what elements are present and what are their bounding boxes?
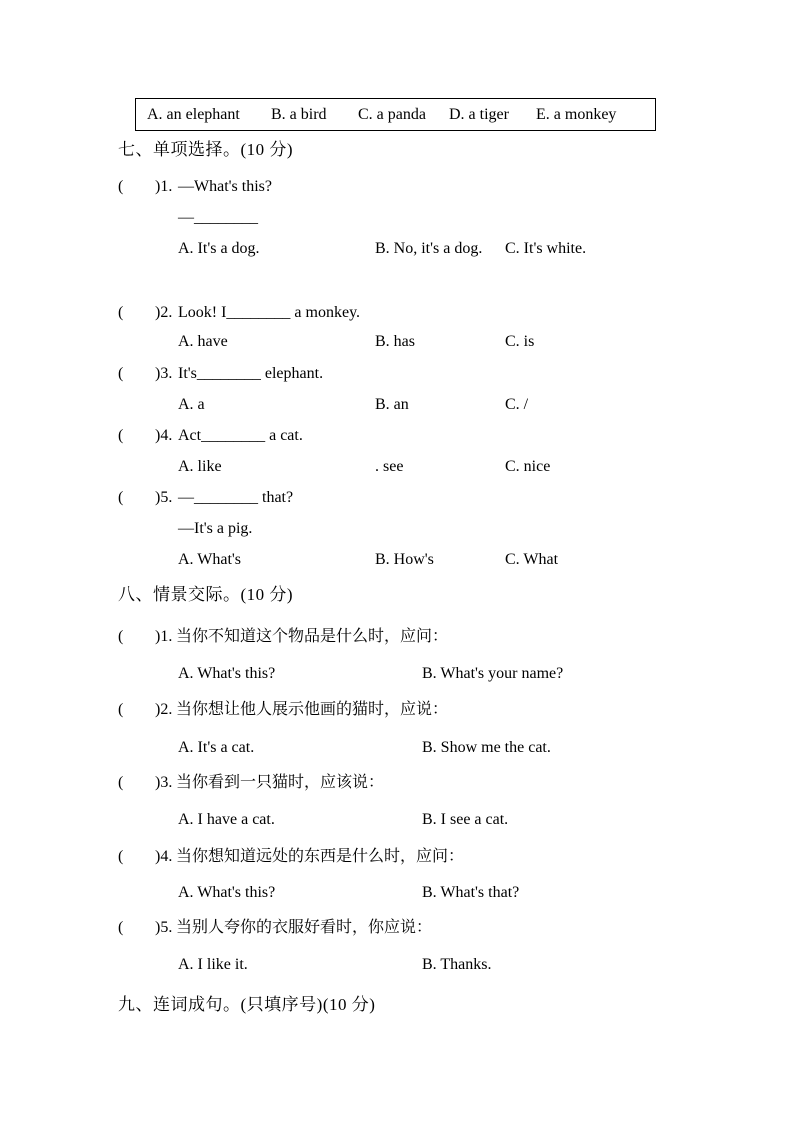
question-number: )5. bbox=[155, 919, 173, 936]
option-a: A. It's a dog. bbox=[178, 240, 260, 257]
word-bank-item: B. a bird bbox=[271, 105, 327, 123]
option-b: . see bbox=[375, 458, 404, 475]
option-a: A. I like it. bbox=[178, 956, 248, 973]
word-bank-item: A. an elephant bbox=[147, 105, 240, 123]
options-row bbox=[0, 882, 793, 904]
option-a: A. What's this? bbox=[178, 884, 276, 901]
option-b: B. What's that? bbox=[422, 884, 520, 901]
question-row bbox=[0, 425, 793, 447]
section-eight-title: 八、情景交际。(10 分) bbox=[118, 585, 294, 604]
reply-row bbox=[0, 207, 793, 229]
options-row bbox=[0, 238, 793, 260]
section-nine-title: 九、连词成句。(只填序号)(10 分) bbox=[118, 995, 376, 1014]
question-stem: —What's this? bbox=[178, 178, 272, 195]
option-b: B. an bbox=[375, 396, 409, 413]
answer-paren: ( bbox=[118, 919, 124, 936]
question-stem: It's________ elephant. bbox=[178, 365, 324, 382]
question-stem: Look! I________ a monkey. bbox=[178, 304, 361, 321]
options-row bbox=[0, 456, 793, 478]
option-c: C. is bbox=[505, 333, 535, 350]
option-b: B. has bbox=[375, 333, 415, 350]
answer-paren: ( bbox=[118, 774, 124, 791]
question-number: )5. bbox=[155, 489, 173, 506]
question-row bbox=[0, 363, 793, 385]
option-b: B. No, it's a dog. bbox=[375, 240, 483, 257]
question-stem: 当你不知道这个物品是什么时，应问： bbox=[176, 628, 449, 645]
question-number: )2. bbox=[155, 304, 173, 321]
answer-paren: ( bbox=[118, 848, 124, 865]
options-row bbox=[0, 809, 793, 831]
section-seven-title-row bbox=[0, 139, 793, 161]
question-row bbox=[0, 699, 793, 721]
question-stem: Act________ a cat. bbox=[178, 427, 303, 444]
option-a: A. I have a cat. bbox=[178, 811, 275, 828]
answer-paren: ( bbox=[118, 365, 124, 382]
question-stem: 当你想知道远处的东西是什么时，应问： bbox=[176, 848, 465, 865]
options-row bbox=[0, 394, 793, 416]
question-number: )2. bbox=[155, 701, 173, 718]
question-stem: 当你看到一只猫时，应该说： bbox=[176, 774, 385, 791]
question-number: )3. bbox=[155, 365, 173, 382]
option-b: B. How's bbox=[375, 551, 434, 568]
option-c: C. / bbox=[505, 396, 529, 413]
section-eight-title-row bbox=[0, 584, 793, 606]
word-bank-item: D. a tiger bbox=[449, 105, 509, 123]
answer-paren: ( bbox=[118, 489, 124, 506]
answer-paren: ( bbox=[118, 628, 124, 645]
option-a: A. a bbox=[178, 396, 205, 413]
question-row bbox=[0, 626, 793, 648]
word-bank-item: C. a panda bbox=[358, 105, 426, 123]
question-stem: 当你想让他人展示他画的猫时，应说： bbox=[176, 701, 449, 718]
section-nine-title-row bbox=[0, 994, 793, 1016]
question-row bbox=[0, 772, 793, 794]
question-number: )4. bbox=[155, 848, 173, 865]
options-row bbox=[0, 331, 793, 353]
answer-paren: ( bbox=[118, 178, 124, 195]
question-number: )3. bbox=[155, 774, 173, 791]
option-a: A. What's bbox=[178, 551, 242, 568]
options-row bbox=[0, 954, 793, 976]
options-row bbox=[0, 549, 793, 571]
option-a: A. like bbox=[178, 458, 222, 475]
option-c: C. It's white. bbox=[505, 240, 587, 257]
question-row bbox=[0, 487, 793, 509]
answer-paren: ( bbox=[118, 304, 124, 321]
answer-paren: ( bbox=[118, 701, 124, 718]
question-number: )4. bbox=[155, 427, 173, 444]
reply-row bbox=[0, 518, 793, 540]
reply-blank-line: —________ bbox=[178, 209, 258, 226]
question-number: )1. bbox=[155, 178, 173, 195]
option-b: B. Show me the cat. bbox=[422, 739, 551, 756]
question-number: )1. bbox=[155, 628, 173, 645]
word-bank-box bbox=[135, 98, 656, 131]
options-row bbox=[0, 737, 793, 759]
option-b: B. I see a cat. bbox=[422, 811, 509, 828]
option-c: C. What bbox=[505, 551, 559, 568]
option-a: A. have bbox=[178, 333, 228, 350]
option-a: A. What's this? bbox=[178, 665, 276, 682]
options-row bbox=[0, 663, 793, 685]
option-b: B. Thanks. bbox=[422, 956, 492, 973]
section-seven-title: 七、单项选择。(10 分) bbox=[118, 140, 294, 159]
question-row bbox=[0, 846, 793, 868]
question-row bbox=[0, 302, 793, 324]
option-b: B. What's your name? bbox=[422, 665, 564, 682]
option-c: C. nice bbox=[505, 458, 551, 475]
reply-line: —It's a pig. bbox=[178, 520, 253, 537]
question-row bbox=[0, 917, 793, 939]
question-stem: —________ that? bbox=[178, 489, 294, 506]
question-stem: 当别人夸你的衣服好看时，你应说： bbox=[176, 919, 433, 936]
question-row bbox=[0, 176, 793, 198]
option-a: A. It's a cat. bbox=[178, 739, 255, 756]
word-bank-item: E. a monkey bbox=[536, 105, 617, 123]
answer-paren: ( bbox=[118, 427, 124, 444]
